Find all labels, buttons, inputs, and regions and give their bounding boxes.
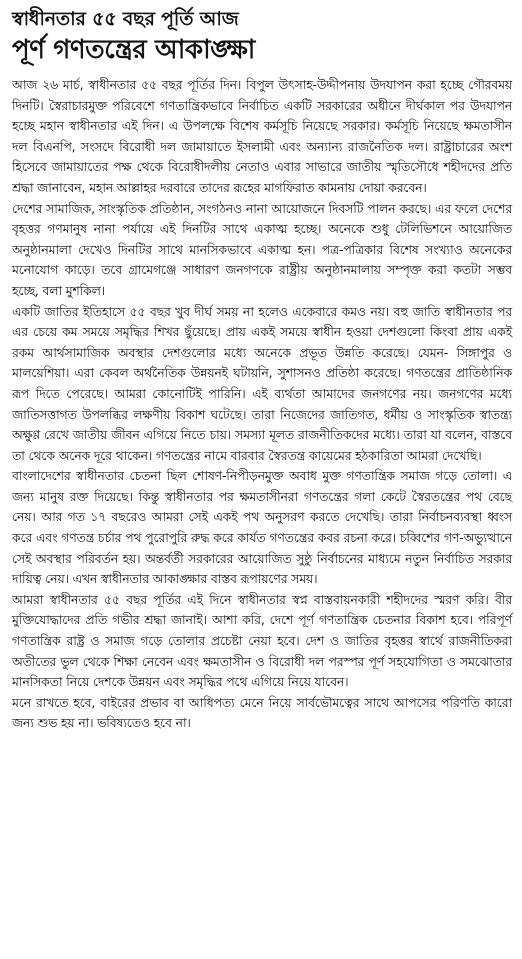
editorial-headline: পূর্ণ গণতন্ত্রের আকাঙ্ক্ষা <box>12 35 255 65</box>
paragraph-6: মনে রাখতে হবে, বাইরের প্রভাব বা আধিপত্য মেনে নিয়ে সার্বভৌমত্বের সাথে আপসের পরিণতি কারো জন্য শুভ হয় না। ভবিষ্যতেও হবে না। <box>12 694 512 731</box>
editorial-body <box>12 75 512 734</box>
paragraph-3: একটি জাতির ইতিহাসে ৫৫ বছর খুব দীর্ঘ সময় না হলেও একেবারে কমও নয়। বহু জাতি স্বাধীনতার পর এর চেয়ে কম সময়ে সমৃদ্ধির শিখর ছুঁয়েছে। প্রায় একই সময়ে স্বাধীন হওয়া দেশগুলো কিংবা প্রায় একই রকম আর্থসামাজিক অবস্থার দেশগুলোর মধ্যে অনেকে প্রভূত উন্নতি করেছে। যেমন- সিঙ্গাপুর ও মালয়েশিয়া। এরা কেবল অর্থনৈতিক উন্নয়নই ঘটায়নি, সুশাসনও প্রতিষ্ঠা করেছে। গণতন্ত্রের প্রাতিষ্ঠানিক রূপ দিতে পেরেছে। আমরা কোনোটিই পারিনি। এই ব্যর্থতা আমাদের জনগণের নয়। জনগণের মধ্যে জাতিসত্তাগত উপলব্ধির লক্ষণীয় বিকাশ ঘটেছে। তারা নিজেদের জাতিগত, ধর্মীয় ও সাংস্কৃতিক স্বাতন্ত্র্য অক্ষুণ্ণ রেখে জাতীয় জীবন এগিয়ে নিতে চায়। সমস্যা মূলত রাজনীতিকদের মধ্যে। তারা যা বলেন, বাস্তবে তা থেকে অনেক দূরে থাকেন। গণতন্ত্রের নামে বারবার স্বৈরতন্ত্র কায়েমের হঠকারিতা আমরা দেখেছি। <box>12 303 512 463</box>
paragraph-5: আমরা স্বাধীনতার ৫৫ বছর পূর্তির এই দিনে স্বাধীনতার স্বপ্ন বাস্তবায়নকারী শহীদদের স্মরণ করি। বীর মুক্তিযোদ্ধাদের প্রতি গভীর শ্রদ্ধা জানাই। আশা করি, দেশে পূর্ণ গণতান্ত্রিক চেতনার বিকাশ হবে। পরিপূর্ণ গণতান্ত্রিক রাষ্ট্র ও সমাজ গড়ে তোলার প্রচেষ্টা নেয়া হবে। দেশ ও জাতির বৃহত্তর স্বার্থে রাজনীতিকরা অতীতের ভুল থেকে শিক্ষা নেবেন এবং ক্ষমতাসীন ও বিরোধী দল পরস্পর পূর্ণ সহযোগিতা ও সমঝোতার মানসিকতা নিয়ে দেশকে উন্নয়ন এবং সমৃদ্ধির পথে এগিয়ে নিয়ে যাবেন। <box>12 591 512 690</box>
paragraph-2: দেশের সামাজিক, সাংস্কৃতিক প্রতিষ্ঠান, সংগঠনও নানা আয়োজনে দিবসটি পালন করছে। এর ফলে দেশের বৃহত্তর গণমানুষ নানা পর্যায়ে এই দিনটির সাথে একাত্ম হচ্ছে। অনেকে শুধু টেলিভিশনে আয়োজিত অনুষ্ঠানমালা দেখেও দিনটির সাথে মানসিকভাবে একাত্ম হন। পত্র-পত্রিকার বিশেষ সংখ্যাও অনেকের মনোযোগ কাড়ে। তবে গ্রামেগঞ্জে সাধারণ জনগণকে রাষ্ট্রীয় অনুষ্ঠানমালায় সম্পৃক্ত করা কতটা সম্ভব হচ্ছে, বলা মুশকিল। <box>12 200 512 298</box>
editorial-kicker: স্বাধীনতার ৫৫ বছর পূর্তি আজ <box>12 8 239 30</box>
paragraph-4: বাংলাদেশের স্বাধীনতার চেতনা ছিল শোষণ-নিপীড়নমুক্ত অবাধ মুক্ত গণতান্ত্রিক সমাজ গড়ে তোলা। এ জন্য মানুষ রক্ত দিয়েছে। কিন্তু স্বাধীনতার পর ক্ষমতাসীনরা গণতন্ত্রের গলা কেটে স্বৈরতন্ত্রের পথ বেছে নেয়। আর গত ১৭ বছরেও আমরা সেই একই পথ অনুসরণ করতে দেখেছি। তারা নির্বাচনব্যবস্থা ধ্বংস করে এবং গণতন্ত্র চর্চার পথ পুরোপুরি রুদ্ধ করে কার্যত গণতন্ত্রের কবর রচনা করে। চব্বিশের গণ-অভ্যুত্থানে সেই অবস্থার পরিবর্তন হয়। অন্তর্বর্তী সরকারের আয়োজিত সুষ্ঠু নির্বাচনের মাধ্যমে নতুন নির্বাচিত সরকার দায়িত্ব নেয়। এখন স্বাধীনতার আকাঙ্ক্ষার বাস্তব রূপায়ণের সময়। <box>12 468 512 587</box>
paragraph-1: আজ ২৬ মার্চ, স্বাধীনতার ৫৫ বছর পূর্তির দিন। বিপুল উৎসাহ-উদ্দীপনায় উদযাপন করা হচ্ছে গৌরবময় দিনটি। স্বৈরাচারমুক্ত পরিবেশে গণতান্ত্রিকভাবে নির্বাচিত একটি সরকারের অধীনে দীর্ঘকাল পর উদযাপন হচ্ছে মহান স্বাধীনতার এই দিন। এ উপলক্ষে বিশেষ কর্মসূচি নিয়েছে সরকার। কর্মসূচি নিয়েছে ক্ষমতাসীন দল বিএনপি, সংসদে বিরোধী দল জামায়াতে ইসলামী এবং অন্যান্য রাজনৈতিক দল। রাষ্ট্রাচারের অংশ হিসেবে জামায়াতের পক্ষ থেকে বিরোধীদলীয় নেতাও এবার সাভারে জাতীয় স্মৃতিসৌধে শহীদদের প্রতি শ্রদ্ধা জানাবেন, মহান আল্লাহর দরবারে তাদের রূহের মাগফিরাত কামনায় দোয়া করবেন। <box>12 77 512 195</box>
